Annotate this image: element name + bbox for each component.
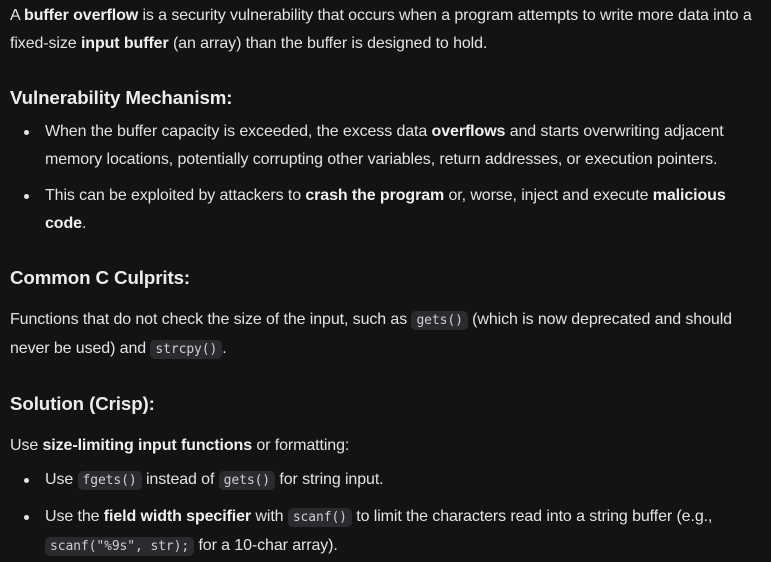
- inline-code: scanf("%9s", str);: [45, 537, 194, 556]
- inline-code: gets(): [411, 311, 467, 330]
- text: for a 10-char array).: [194, 537, 338, 554]
- culprits-paragraph: [10, 306, 767, 364]
- text: Use: [10, 437, 43, 454]
- text: is a security vulnerability that occurs when a program attempts to write more data into a fixed-size: [10, 7, 752, 52]
- text: Functions that do not check the size of the input, such as: [10, 311, 412, 328]
- text: This can be exploited by attackers to: [45, 187, 306, 204]
- response-content: [0, 2, 771, 562]
- bold-term: overflows: [431, 123, 506, 140]
- text: (an array) than the buffer is designed to hold.: [168, 35, 488, 52]
- bold-term: crash the program: [305, 187, 445, 204]
- text: or formatting:: [252, 437, 350, 454]
- text: (which is now deprecated and should never be used) and: [10, 311, 732, 357]
- bold-term: buffer overflow: [24, 7, 139, 24]
- list-item: [10, 182, 767, 238]
- mechanism-list: [10, 118, 767, 238]
- inline-code: strcpy(): [150, 340, 222, 359]
- bold-term: malicious code: [45, 187, 726, 232]
- inline-code: scanf(): [288, 508, 352, 527]
- text: to limit the characters read into a string buffer (e.g.,: [351, 508, 713, 525]
- inline-code: fgets(): [78, 471, 142, 490]
- text: .: [222, 340, 227, 357]
- list-item: [10, 503, 767, 561]
- intro-paragraph: [10, 2, 767, 58]
- bold-term: field width specifier: [103, 508, 252, 525]
- text: .: [81, 215, 87, 232]
- inline-code: gets(): [219, 471, 275, 490]
- bold-term: size-limiting input functions: [42, 437, 253, 454]
- text: A: [10, 7, 25, 24]
- list-item: [10, 118, 767, 174]
- section-heading-culprits: Common C Culprits:: [10, 267, 191, 288]
- text: When the buffer capacity is exceeded, the excess data: [45, 123, 432, 140]
- solution-list: [10, 466, 767, 561]
- solution-paragraph: [10, 432, 767, 460]
- text: Use the: [45, 508, 104, 525]
- text: Use: [45, 471, 78, 488]
- text: or, worse, inject and execute: [444, 187, 653, 204]
- bold-term: input buffer: [80, 35, 169, 52]
- text: with: [251, 508, 288, 525]
- text: for string input.: [275, 471, 384, 488]
- text: instead of: [141, 471, 219, 488]
- text: and starts overwriting adjacent memory locations, potentially corrupting other variables, return addresses, or execution pointers.: [45, 123, 724, 168]
- section-heading-solution: Solution (Crisp):: [10, 393, 155, 414]
- list-item: [10, 466, 767, 495]
- section-heading-mechanism: Vulnerability Mechanism:: [10, 87, 233, 108]
